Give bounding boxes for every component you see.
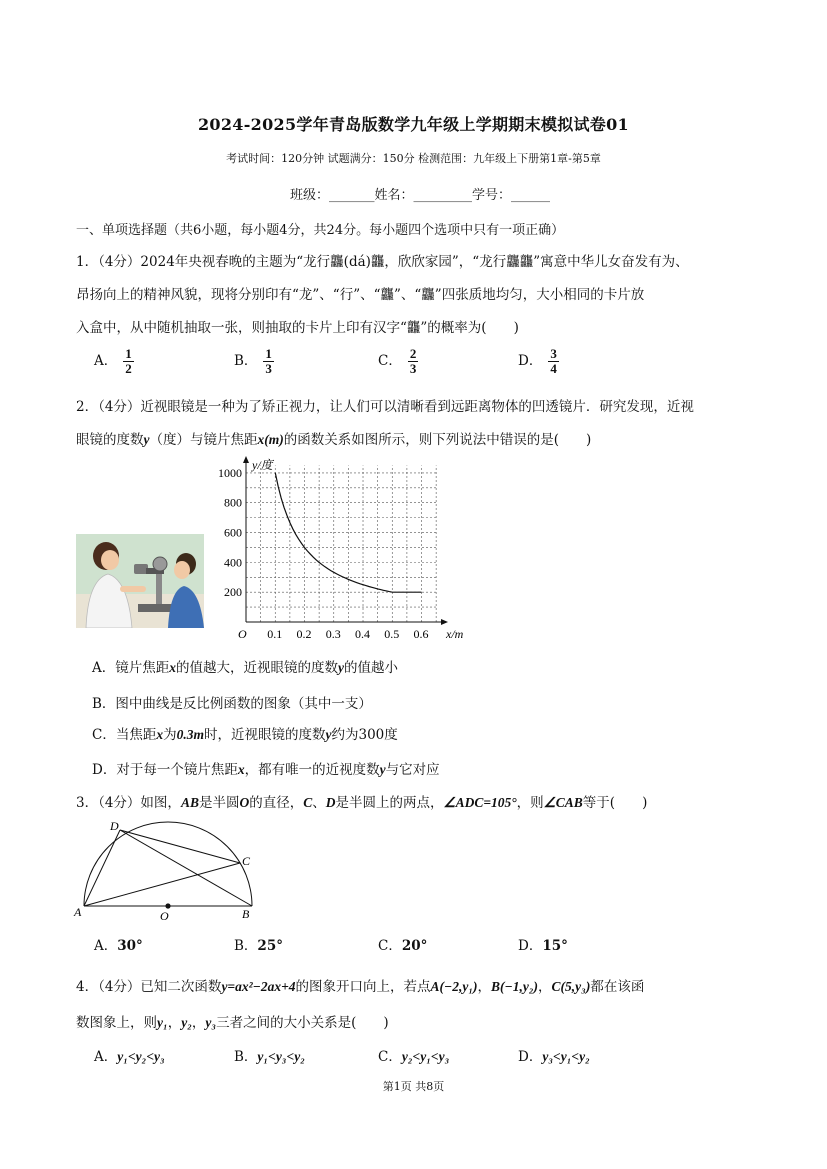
y-tick-label: 200 [224, 585, 242, 600]
q3-option-b[interactable]: B．25° [234, 938, 283, 954]
center-point [165, 903, 170, 908]
q2-option-b[interactable]: B．图中曲线是反比例函数的图象（其中一支） [92, 696, 372, 712]
q4-option-d[interactable]: D．y₃<y₁<y₂ [518, 1049, 590, 1065]
page-footer: 第1页 共8页 [382, 1080, 445, 1093]
q2-line1: 2．（4分）近视眼镜是一种为了矫正视力，让人们可以清晰看到远距离物体的凹透镜片．研究发现，近视 [76, 399, 694, 415]
fraction: $\frac{3}{4}$ [550, 346, 557, 376]
q1-line2: 昂扬向上的精神风貌，现将分别印有“龙”、“行”、“龘”、“龘”四张质地均匀，大小相同的卡片放 [76, 287, 645, 303]
q1-option-b[interactable]: B． $\frac{1}{3}$ [234, 346, 272, 376]
class-name-id-line: 班级：_______姓名：_________学号：______ [290, 188, 551, 203]
y-axis-label: y/度 [252, 458, 273, 472]
chart-grid [246, 465, 436, 622]
q3-stem: 3．（4分）如图，AB是半圆O的直径，C、D是半圆上的两点，∠ADC=105°，则∠CAB等于( ) [76, 795, 648, 811]
segment-dc [120, 830, 240, 863]
q4-line2: 数图象上，则y₁，y₂，y₃三者之间的大小关系是( ) [76, 1015, 389, 1031]
semicircle-arc [84, 822, 252, 906]
q1-option-c[interactable]: C． $\frac{2}{3}$ [378, 346, 417, 376]
segment-ad [84, 830, 120, 906]
page-title: 2024-2025学年青岛版数学九年级上学期期末模拟试卷01 [198, 115, 629, 134]
q2-option-c[interactable]: C．当焦距x为0.3m时，近视眼镜的度数y约为300度 [92, 727, 398, 743]
y-axis-arrow [243, 456, 249, 463]
q2-line2: 眼镜的度数y（度）与镜片焦距x(m)的函数关系如图所示，则下列说法中错误的是( ) [76, 432, 592, 448]
label-c: C [242, 854, 251, 868]
label-d: D [110, 819, 119, 833]
section-heading: 一、单项选择题（共6小题，每小题4分，共24分。每小题四个选项中只有一项正确） [76, 223, 565, 238]
q2-function-chart [200, 452, 480, 648]
q1-option-a[interactable]: A． $\frac{1}{2}$ [94, 346, 132, 376]
q2-option-a[interactable]: A．镜片焦距x的值越大，近视眼镜的度数y的值越小 [92, 660, 398, 676]
x-tick-label: 0.6 [413, 627, 429, 641]
fraction: $\frac{2}{3}$ [409, 346, 417, 376]
fraction: $\frac{1}{2}$ [125, 346, 132, 376]
q1-line1: 1．（4分）2024年央视春晚的主题为“龙行龘(dá)龘，欣欣家园”，“龙行龘龘”寓意中华儿女奋发有为、 [76, 254, 689, 270]
y-tick-label: 800 [224, 495, 242, 510]
origin-label: O [238, 627, 247, 641]
q1-option-d[interactable]: D． $\frac{3}{4}$ [518, 346, 557, 376]
x-tick-label: 0.5 [384, 627, 400, 641]
q3-option-d[interactable]: D．15° [518, 938, 568, 954]
eye-exam-illustration [76, 534, 204, 628]
label-o: O [160, 909, 169, 922]
x-tick-label: 0.1 [267, 627, 283, 641]
q2-option-d[interactable]: D．对于每一个镜片焦距x，都有唯一的近视度数y与它对应 [92, 762, 440, 778]
y-tick-label: 400 [224, 555, 242, 570]
y-tick-label: 600 [224, 525, 242, 540]
q1-line3: 入盒中，从中随机抽取一张，则抽取的卡片上印有汉字“龘”的概率为( ) [76, 320, 519, 336]
q4-option-a[interactable]: A．y₁<y₂<y₃ [94, 1049, 165, 1065]
q3-option-a[interactable]: A．30° [94, 938, 143, 954]
x-tick-label: 0.4 [355, 627, 371, 641]
q3-option-c[interactable]: C．20° [378, 938, 428, 954]
label-b: B [242, 907, 250, 921]
exam-meta: 考试时间：120分钟 试题满分：150分 检测范围：九年级上下册第1章-第5章 [226, 152, 601, 165]
segment-ac [84, 863, 240, 906]
q4-option-c[interactable]: C．y₂<y₁<y₃ [378, 1049, 450, 1065]
x-tick-label: 0.2 [296, 627, 312, 641]
q3-semicircle-figure [72, 818, 262, 922]
x-axis-label: x/m [446, 627, 464, 641]
segment-db [120, 830, 252, 906]
q4-line1: 4．（4分）已知二次函数y=ax²−2ax+4的图象开口向上，若点A(−2,y₁)，B(−1,y₂)，C(5,y₃)都在该函 [76, 979, 645, 995]
fraction: $\frac{1}{3}$ [265, 346, 272, 376]
q4-option-b[interactable]: B．y₁<y₃<y₂ [234, 1049, 305, 1065]
label-a: A [74, 905, 82, 919]
x-axis-arrow [441, 619, 448, 625]
y-tick-label: 1000 [218, 465, 242, 480]
x-tick-label: 0.3 [325, 627, 341, 641]
chart-ticks [218, 466, 429, 641]
